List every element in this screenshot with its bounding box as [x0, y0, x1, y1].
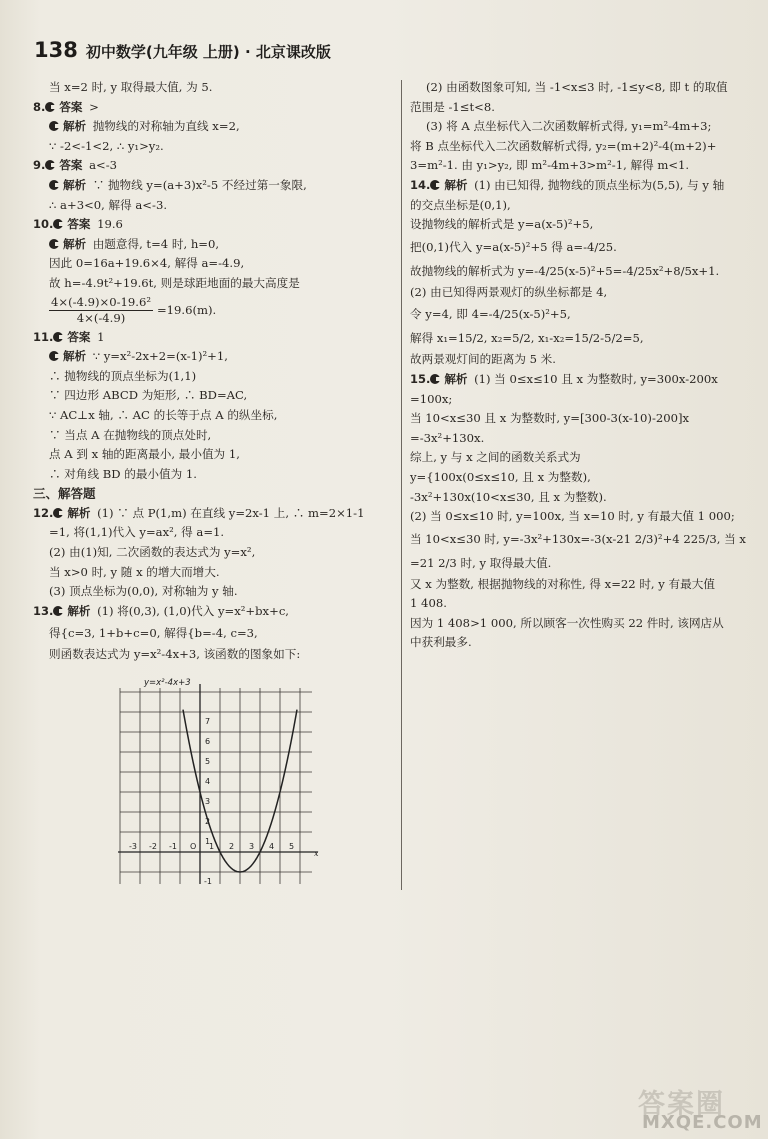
text-line: ∴ 对角线 BD 的最小值为 1. [49, 466, 197, 481]
answer-tag: 答案 [59, 158, 83, 173]
bullet-icon [45, 160, 55, 170]
y-tick-label: 5 [205, 757, 211, 766]
text-line: 故两景观灯间的距离为 5 米. [410, 352, 556, 367]
graph-grid [120, 688, 312, 884]
text-line: 当 10<x≤30 时, y=-3x²+130x=-3(x-21 2/3)²+4 225/3, 当 x [410, 531, 746, 546]
question-number: 11. [33, 329, 54, 344]
bullet-icon [53, 606, 63, 616]
x-tick-label: -3 [129, 842, 137, 851]
answer-tag: 答案 [67, 329, 91, 344]
column-divider [401, 80, 402, 890]
question-number: 8. [33, 99, 46, 114]
text-line: 当 10<x≤30 且 x 为整数时, y=[300-3(x-10)-200]x [410, 411, 690, 426]
answer-value: a<-3 [89, 158, 117, 173]
analysis-tag: 解析 [63, 236, 86, 251]
question-13-analysis [33, 602, 395, 622]
x-tick-label: 1 [209, 842, 215, 851]
text-line: y={100x(0≤x≤10, 且 x 为整数), [410, 469, 591, 484]
bullet-icon [45, 102, 55, 112]
y-tick-label: 2 [205, 817, 211, 826]
section-heading: 三、解答题 [33, 486, 96, 502]
watermark-url: MXQE.COM [642, 1112, 763, 1133]
question-15-analysis [410, 370, 762, 390]
bullet-icon [53, 219, 63, 229]
fraction-line [33, 294, 395, 328]
text-line: 中获利最多. [410, 635, 472, 650]
text-line: 将 B 点坐标代入二次函数解析式得, y₂=(m+2)²-4(m+2)+ [410, 138, 717, 153]
analysis-tag: 解析 [63, 177, 86, 192]
y-tick-label: 6 [205, 737, 211, 746]
bullet-icon [53, 332, 63, 342]
text-line: (1) ∵ 点 P(1,m) 在直线 y=2x-1 上, ∴ m=2×1-1 [97, 505, 365, 520]
bullet-icon [430, 374, 440, 384]
analysis-tag: 解析 [63, 349, 86, 364]
y-tick-label: 3 [205, 797, 211, 806]
analysis-tag: 解析 [444, 371, 468, 386]
text-line: 把(0,1)代入 y=a(x-5)²+5 得 a=-4/25. [410, 239, 617, 254]
text-line: ∵ 抛物线 y=(a+3)x²-5 不经过第一象限, [92, 177, 307, 192]
question-9-analysis [33, 176, 395, 196]
text-line: (3) 顶点坐标为(0,0), 对称轴为 y 轴. [49, 584, 238, 599]
text-line: 因此 0=16a+19.6×4, 解得 a=-4.9, [49, 256, 245, 271]
question-11-answer [33, 328, 395, 348]
y-tick-label: 7 [205, 717, 211, 726]
text-line: ∵ 四边形 ABCD 为矩形, ∴ BD=AC, [49, 388, 248, 403]
x-tick-label: 3 [249, 842, 255, 851]
fraction [49, 295, 153, 326]
function-label: y=x²-4x+3 [144, 678, 191, 688]
watermark-logo-text: 答案圈 [638, 1089, 725, 1120]
text-line: 因为 1 408>1 000, 所以顾客一次性购买 22 件时, 该网店从 [410, 615, 724, 630]
x-tick-label: -1 [169, 842, 177, 851]
text-line: ∴ 抛物线的顶点坐标为(1,1) [49, 368, 197, 383]
y-tick-label: 1 [205, 837, 211, 846]
fraction-numerator: 4×(-4.9)×0-19.6² [51, 295, 151, 310]
text-line: 设抛物线的解析式是 y=a(x-5)²+5, [410, 217, 594, 232]
text-line: 范围是 -1≤t<8. [410, 99, 495, 114]
text-line: 点 A 到 x 轴的距离最小, 最小值为 1, [49, 447, 240, 462]
text-line: 的交点坐标是(0,1), [410, 197, 511, 212]
analysis-tag: 解析 [63, 119, 86, 134]
question-number: 9. [33, 158, 46, 173]
left-column [33, 78, 395, 665]
bullet-icon [53, 508, 63, 518]
text-line: ∵ AC⊥x 轴, ∴ AC 的长等于点 A 的纵坐标, [49, 407, 278, 422]
text-line: -3x²+130x(10<x≤30, 且 x 为整数). [410, 489, 607, 504]
text-line: 令 y=4, 即 4=-4/25(x-5)²+5, [410, 307, 571, 322]
question-8-answer [33, 98, 395, 118]
text-line: (2) 由函数图象可知, 当 -1<x≤3 时, -1≤y<8, 即 t 的取值 [426, 80, 728, 94]
bullet-icon [49, 351, 59, 361]
text-line: 解得 x₁=15/2, x₂=5/2, x₁-x₂=15/2-5/2=5, [410, 331, 644, 346]
text-line: =21 2/3 时, y 取得最大值. [410, 555, 552, 570]
y-tick-label: 4 [205, 777, 211, 786]
bullet-icon [49, 180, 59, 190]
text-line: 当 x>0 时, y 随 x 的增大而增大. [49, 564, 220, 579]
site-watermark [620, 1085, 763, 1133]
y-tick-label: -1 [204, 877, 212, 886]
book-title: 初中数学(九年级 上册) · 北京课改版 [85, 43, 331, 61]
text-line: 又 x 为整数, 根据抛物线的对称性, 得 x=22 时, y 有最大值 [410, 576, 715, 591]
question-number: 12. [33, 505, 54, 520]
analysis-tag: 解析 [444, 177, 468, 192]
question-9-answer [33, 156, 395, 176]
x-tick-label: O [190, 842, 197, 851]
text-line: (2) 由(1)知, 二次函数的表达式为 y=x², [49, 545, 256, 560]
fraction-denominator: 4×(-4.9) [76, 311, 126, 326]
analysis-tag: 解析 [67, 603, 91, 618]
question-8-analysis [33, 117, 395, 137]
page-header [34, 38, 331, 66]
text-line: 抛物线的对称轴为直线 x=2, [92, 119, 240, 134]
x-tick-label: 5 [289, 842, 295, 851]
question-11-analysis [33, 347, 395, 367]
text-line: 3=m²-1. 由 y₁>y₂, 即 m²-4m+3>m²-1, 解得 m<1. [410, 158, 690, 173]
question-number: 14. [410, 177, 431, 192]
text-line: (2) 由已知得两景观灯的纵坐标都是 4, [410, 284, 608, 299]
text-line: (1) 由已知得, 抛物线的顶点坐标为(5,5), 与 y 轴 [474, 177, 725, 192]
text-line: 当 x=2 时, y 取得最大值, 为 5. [49, 80, 213, 94]
bullet-icon [49, 239, 59, 249]
answer-value: > [89, 99, 99, 114]
page-number: 138 [34, 38, 78, 62]
question-number: 13. [33, 603, 54, 618]
answer-value: 1 [97, 329, 105, 344]
question-10-analysis [33, 235, 395, 255]
text-line: (2) 当 0≤x≤10 时, y=100x, 当 x=10 时, y 有最大值 1 000; [410, 509, 735, 524]
answer-tag: 答案 [59, 99, 83, 114]
question-number: 10. [33, 217, 54, 232]
x-tick-labels [129, 842, 294, 851]
question-10-answer [33, 215, 395, 235]
question-14-analysis [410, 176, 762, 196]
text-line: 由题意得, t=4 时, h=0, [92, 236, 220, 251]
text-line: 得{c=3, 1+b+c=0, 解得{b=-4, c=3, [49, 626, 258, 641]
question-number: 15. [410, 371, 431, 386]
text-line: (3) 将 A 点坐标代入二次函数解析式得, y₁=m²-4m+3; [426, 119, 712, 134]
text-line: 则函数表达式为 y=x²-4x+3, 该函数的图象如下: [49, 647, 301, 662]
text-line: ∵ y=x²-2x+2=(x-1)²+1, [92, 349, 228, 364]
fraction-result: =19.6(m). [156, 303, 217, 318]
right-column [410, 78, 762, 653]
text-line: 综上, y 与 x 之间的函数关系式为 [410, 450, 581, 465]
text-line: ∴ a+3<0, 解得 a<-3. [49, 197, 168, 212]
text-line: (1) 当 0≤x≤10 且 x 为整数时, y=300x-200x [474, 371, 718, 386]
analysis-tag: 解析 [67, 505, 91, 520]
bullet-icon [430, 180, 440, 190]
text-line: ∵ -2<-1<2, ∴ y₁>y₂. [49, 138, 164, 153]
bullet-icon [49, 121, 59, 131]
text-line: 故抛物线的解析式为 y=-4/25(x-5)²+5=-4/25x²+8/5x+1. [410, 263, 720, 278]
x-axis-label: x [314, 849, 319, 858]
answer-tag: 答案 [67, 217, 91, 232]
text-line: ∵ 当点 A 在抛物线的顶点处时, [49, 427, 212, 442]
text-line: (1) 将(0,3), (1,0)代入 y=x²+bx+c, [97, 603, 289, 618]
y-tick-labels [204, 717, 215, 886]
text-line: 1 408. [410, 596, 447, 611]
text-line: =1, 将(1,1)代入 y=ax², 得 a=1. [49, 525, 225, 540]
x-tick-label: -2 [149, 842, 157, 851]
answer-value: 19.6 [97, 217, 123, 232]
x-tick-label: 2 [229, 842, 235, 851]
text-line: =-3x²+130x. [410, 430, 485, 445]
text-line: =100x; [410, 391, 453, 406]
function-graph [118, 676, 330, 886]
text-line: 故 h=-4.9t²+19.6t, 则是球距地面的最大高度是 [49, 275, 300, 290]
x-tick-label: 4 [269, 842, 275, 851]
question-12-analysis [33, 504, 395, 524]
